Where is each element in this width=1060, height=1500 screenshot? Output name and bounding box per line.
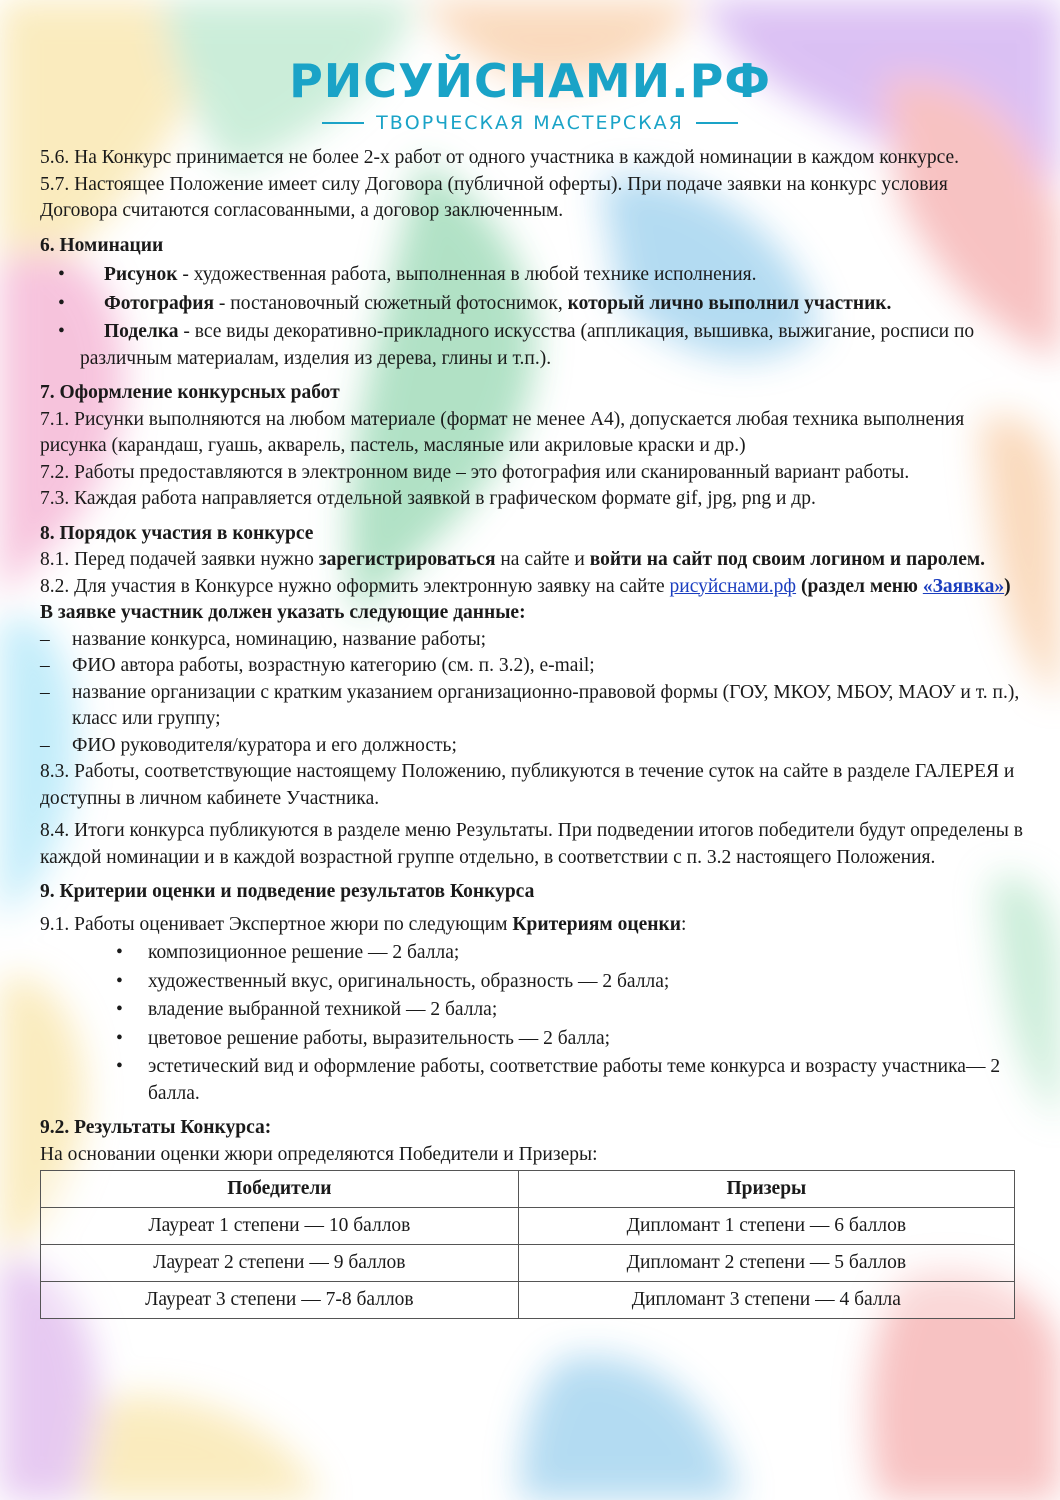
paragraph-7-1: 7.1. Рисунки выполняются на любом материале (формат не менее А4), допускается любая техника выполнения рисунка (карандаш, гуашь, акварель, пастель, масляные или акриловые краски и др.) — [40, 408, 965, 456]
table-cell: Лауреат 2 степени — 9 баллов — [41, 1245, 519, 1282]
site-link[interactable]: рисуйснами.рф — [669, 575, 797, 597]
paragraph-8-2 — [40, 574, 1030, 601]
heading-participation: 8. Порядок участия в конкурсе — [40, 522, 314, 544]
list-item: – название конкурса, номинацию, название работы; — [40, 627, 1030, 654]
heading-criteria: 9. Критерии оценки и подведение результатов Конкурса — [40, 881, 535, 902]
paragraph-7-3: 7.3. Каждая работа направляется отдельной заявкой в графическом формате gif, jpg, png и др. — [40, 488, 816, 509]
list-item: • владение выбранной техникой — 2 балла; — [40, 997, 1030, 1024]
paragraph-5-7: 5.7. Настоящее Положение имеет силу Договора (публичной оферты). При подаче заявки на конкурс условия Договора считаются согласованными, а договор заключенным. — [40, 173, 948, 221]
heading-design: 7. Оформление конкурсных работ — [40, 382, 340, 403]
text-run-bold: (раздел меню — [796, 575, 923, 597]
nomination-bold-tail: который лично выполнил участник. — [567, 292, 892, 314]
nominations-list — [40, 262, 1030, 372]
nomination-term: Рисунок — [104, 264, 178, 285]
text-run: 9.1. Работы оценивает Экспертное жюри по следующим — [40, 913, 513, 935]
text-run: 8.1. Перед подачей заявки нужно — [40, 549, 319, 570]
site-logo — [0, 52, 1060, 134]
application-link[interactable]: «Заявка» — [922, 575, 1005, 597]
nomination-term: Поделка — [104, 321, 179, 342]
logo-subtitle: ТВОРЧЕСКАЯ МАСТЕРСКАЯ — [376, 112, 684, 134]
results-intro: На основании оценки жюри определяются Победители и Призеры: — [40, 1143, 598, 1165]
application-data-list — [40, 627, 1030, 760]
text-run-bold: ) — [1004, 575, 1011, 597]
logo-subtitle-row — [0, 112, 1060, 134]
logo-line-right — [696, 122, 738, 124]
list-item: – ФИО руководителя/куратора и его должность; — [40, 733, 1030, 760]
logo-title: РИСУЙСНАМИ.РФ — [289, 54, 771, 108]
table-cell: Дипломант 3 степени — 4 балла — [518, 1282, 1014, 1319]
nomination-text: - художественная работа, выполненная в любой технике исполнения. — [177, 264, 757, 285]
list-item: • цветовое решение работы, выразительность — 2 балла; — [40, 1026, 1030, 1053]
table-cell: Лауреат 1 степени — 10 баллов — [41, 1208, 519, 1245]
text-run: 8.2. Для участия в Конкурсе нужно оформить электронную заявку на сайте — [40, 575, 670, 597]
application-data-heading: В заявке участник должен указать следующие данные: — [40, 602, 526, 623]
table-cell: Дипломант 1 степени — 6 баллов — [518, 1208, 1014, 1245]
paragraph-8-4: 8.4. Итоги конкурса публикуются в разделе меню Результаты. При подведении итогов победители будут определены в каждой номинации и в каждой возрастной группе отдельно, в соответствии с п. 3.2 настоящего Положения. — [40, 820, 1023, 868]
results-table — [40, 1170, 1015, 1319]
paragraph-8-3: 8.3. Работы, соответствующие настоящему Положению, публикуются в течение суток на сайте в разделе ГАЛЕРЕЯ и доступны в личном кабинете Участника. — [40, 761, 1015, 809]
list-item: • эстетический вид и оформление работы, соответствие работы теме конкурса и возрасту участника— 2 балла. — [40, 1054, 1030, 1107]
nomination-craft — [40, 319, 1030, 372]
table-cell: Дипломант 2 степени — 5 баллов — [518, 1245, 1014, 1282]
nomination-drawing — [40, 262, 1030, 289]
paragraph-9-1 — [40, 912, 1030, 939]
nomination-text: - все виды декоративно-прикладного искусства (аппликация, вышивка, выжигание, росписи по различным материалам, изделия из дерева, глины и т.п.). — [80, 321, 975, 369]
document-body — [40, 145, 1030, 1319]
nomination-photo — [40, 291, 1030, 318]
criteria-list — [40, 940, 1030, 1107]
table-row — [41, 1282, 1015, 1319]
column-header-winners: Победители — [41, 1171, 519, 1208]
logo-line-left — [322, 122, 364, 124]
list-item: – ФИО автора работы, возрастную категорию (см. п. 3.2), e-mail; — [40, 653, 1030, 680]
paragraph-5-6: 5.6. На Конкурс принимается не более 2-х работ от одного участника в каждой номинации в каждом конкурсе. — [40, 147, 960, 168]
text-run-bold: Критериям оценки — [512, 913, 681, 935]
list-item: – название организации с кратким указанием организационно-правовой формы (ГОУ, МКОУ, МБОУ, МАОУ и т. п.), класс или группу; — [40, 680, 1030, 733]
paragraph-7-2: 7.2. Работы предоставляются в электронном виде – это фотография или сканированный вариант работы. — [40, 461, 910, 483]
text-run-bold: войти на сайт под своим логином и паролем. — [589, 549, 986, 570]
text-run: на сайте и — [495, 549, 590, 570]
heading-nominations: 6. Номинации — [40, 234, 164, 256]
table-header-row — [41, 1171, 1015, 1208]
table-row — [41, 1208, 1015, 1245]
nomination-term: Фотография — [104, 292, 215, 314]
table-cell: Лауреат 3 степени — 7-8 баллов — [41, 1282, 519, 1319]
list-item: • композиционное решение — 2 балла; — [40, 940, 1030, 967]
text-run: : — [680, 913, 687, 935]
heading-results: 9.2. Результаты Конкурса: — [40, 1117, 272, 1138]
nomination-text: - постановочный сюжетный фотоснимок, — [214, 292, 568, 314]
list-item: • художественный вкус, оригинальность, образность — 2 балла; — [40, 969, 1030, 996]
column-header-prizewinners: Призеры — [518, 1171, 1014, 1208]
table-row — [41, 1245, 1015, 1282]
text-run-bold: зарегистрироваться — [318, 549, 496, 570]
paragraph-8-1 — [40, 547, 1030, 574]
